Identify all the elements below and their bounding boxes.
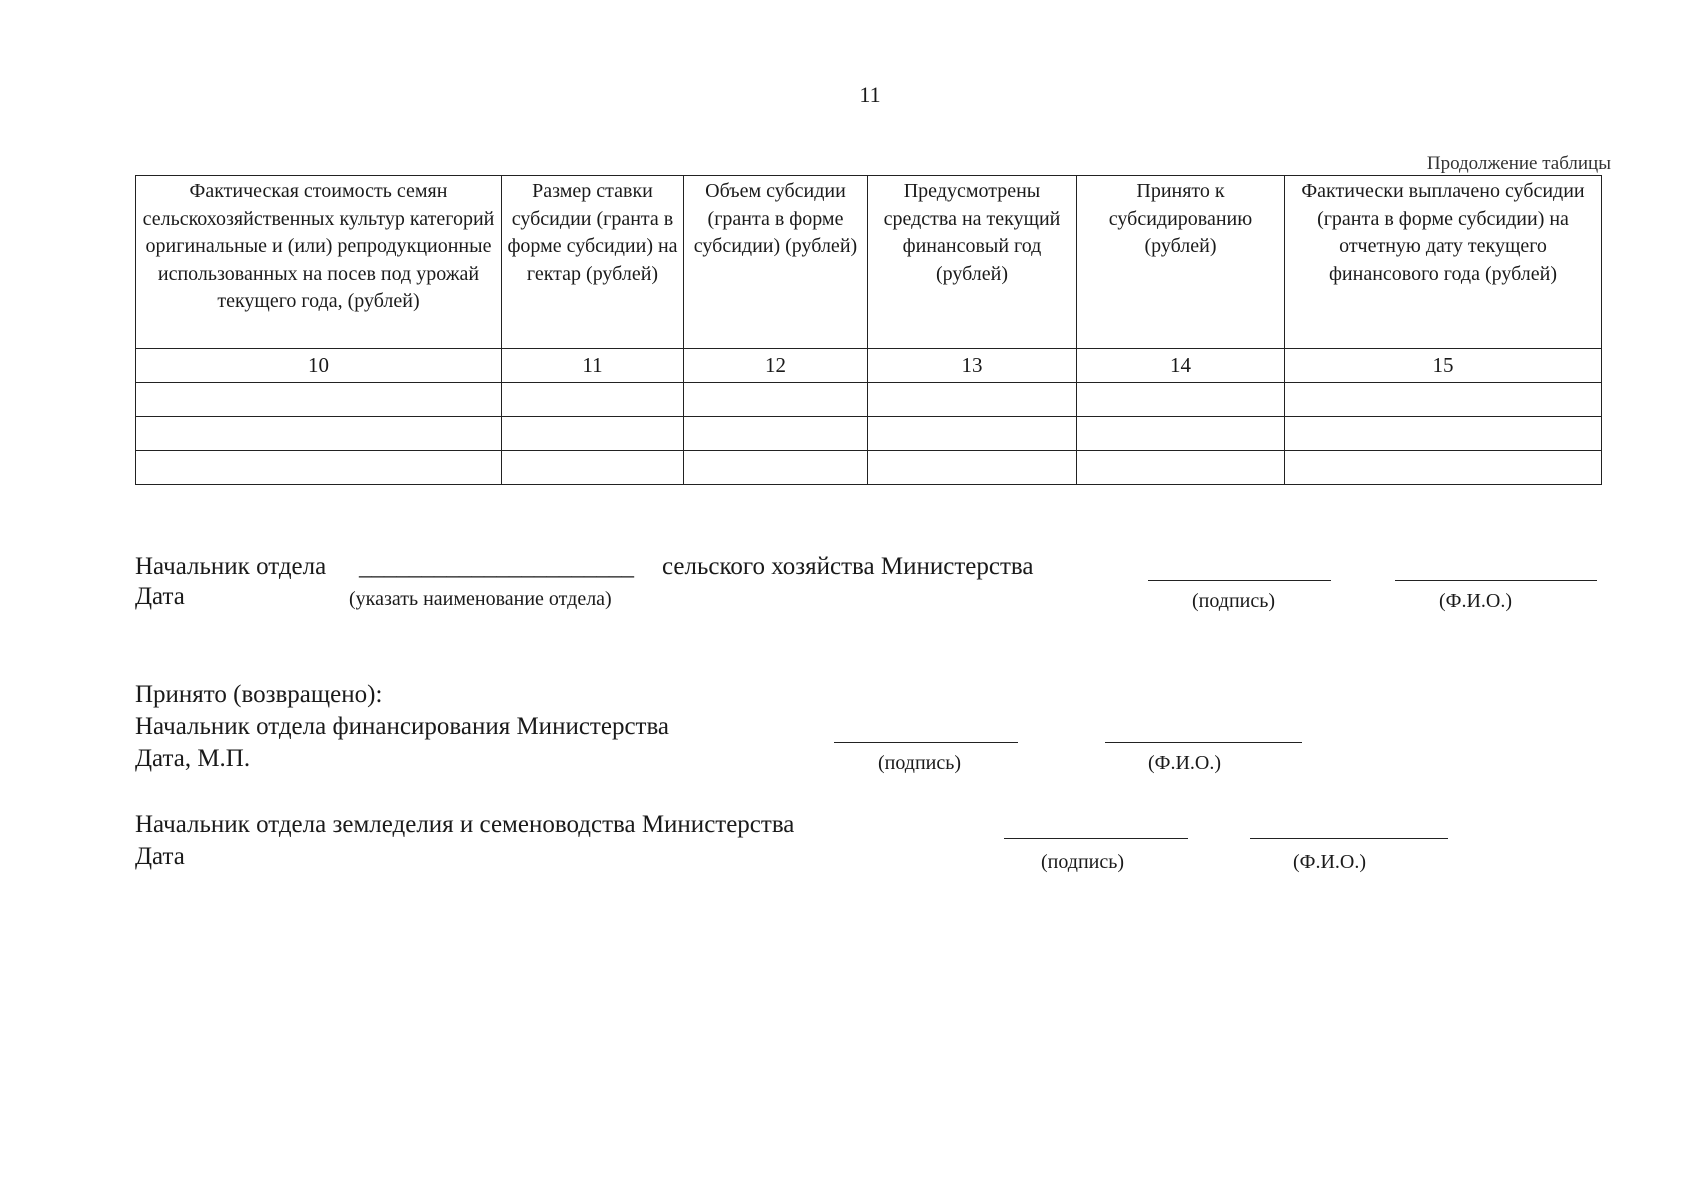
table-row: [136, 383, 1602, 417]
agriculture-head-label: Начальник отдела земледелия и семеноводства Министерства: [135, 811, 795, 838]
column-number: 11: [502, 349, 684, 383]
report-table: [135, 175, 1602, 485]
fio-hint: (Ф.И.О.): [1439, 590, 1513, 612]
header-row: [136, 176, 1602, 349]
header-cell: Принято к субсидированию (рублей): [1077, 176, 1285, 349]
finance-head-label: Начальник отдела финансирования Министерства: [135, 713, 670, 740]
table-cell[interactable]: [1285, 451, 1602, 485]
column-number: 13: [868, 349, 1077, 383]
date-label: Дата: [135, 583, 185, 610]
accepted-label: Принято (возвращено):: [135, 681, 383, 708]
date-label: Дата: [135, 843, 185, 870]
table-cell[interactable]: [502, 417, 684, 451]
column-number: 12: [684, 349, 868, 383]
table-cell[interactable]: [1077, 383, 1285, 417]
signature-hint: (подпись): [1041, 851, 1125, 873]
column-number: 15: [1285, 349, 1602, 383]
date-stamp-label: Дата, М.П.: [135, 745, 251, 772]
signature-hint: (подпись): [1192, 590, 1276, 612]
table-cell[interactable]: [136, 417, 502, 451]
table-cell[interactable]: [502, 451, 684, 485]
department-tail-label: сельского хозяйства Министерства: [662, 553, 1034, 580]
department-hint: (указать наименование отдела): [349, 588, 612, 610]
column-number: 14: [1077, 349, 1285, 383]
column-number: 10: [136, 349, 502, 383]
header-cell: Объем субсидии (гранта в форме субсидии) (рублей): [684, 176, 868, 349]
header-cell: Фактически выплачено субсидии (гранта в форме субсидии) на отчетную дату текущего финансового года (рублей): [1285, 176, 1602, 349]
fio-line[interactable]: [1250, 838, 1448, 839]
table-cell[interactable]: [1077, 451, 1285, 485]
table-cell[interactable]: [136, 451, 502, 485]
fio-hint: (Ф.И.О.): [1293, 851, 1367, 873]
header-cell: Фактическая стоимость семян сельскохозяйственных культур категорий оригинальные и (или) репродукционные использованных на посев под урожай текущего года, (рублей): [136, 176, 502, 349]
fio-line[interactable]: [1105, 742, 1302, 743]
table-cell[interactable]: [868, 451, 1077, 485]
table-cell[interactable]: [1285, 417, 1602, 451]
signature-line[interactable]: [1148, 580, 1331, 581]
column-number-row: [136, 349, 1602, 383]
department-name-blank[interactable]: ______________________: [359, 553, 634, 580]
fio-hint: (Ф.И.О.): [1148, 752, 1222, 774]
table-cell[interactable]: [684, 451, 868, 485]
table-row: [136, 451, 1602, 485]
continuation-label: Продолжение таблицы: [1426, 153, 1611, 174]
page-number: 11: [859, 82, 881, 107]
signature-line[interactable]: [1004, 838, 1188, 839]
header-cell: Предусмотрены средства на текущий финансовый год (рублей): [868, 176, 1077, 349]
signature-hint: (подпись): [878, 752, 962, 774]
head-of-department-label: Начальник отдела: [135, 553, 327, 580]
table-cell[interactable]: [684, 417, 868, 451]
table-cell[interactable]: [868, 383, 1077, 417]
table-cell[interactable]: [684, 383, 868, 417]
signature-line[interactable]: [834, 742, 1018, 743]
table-cell[interactable]: [1285, 383, 1602, 417]
table-cell[interactable]: [868, 417, 1077, 451]
table-row: [136, 417, 1602, 451]
table-cell[interactable]: [502, 383, 684, 417]
table-cell[interactable]: [1077, 417, 1285, 451]
fio-line[interactable]: [1395, 580, 1597, 581]
header-cell: Размер ставки субсидии (гранта в форме субсидии) на гектар (рублей): [502, 176, 684, 349]
table-cell[interactable]: [136, 383, 502, 417]
